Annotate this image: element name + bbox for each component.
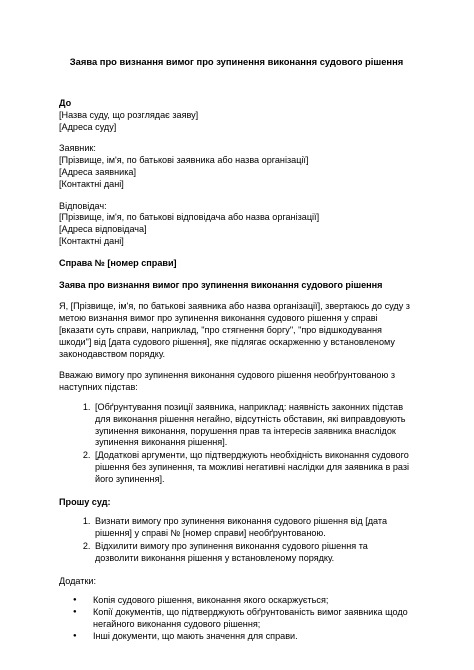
- application-subtitle: Заява про визнання вимог про зупинення виконання судового рішення: [59, 279, 383, 290]
- respondent-block: [59, 201, 414, 248]
- respondent-contacts: [Контактні дані]: [59, 235, 124, 246]
- grounds-item: 2. [Додаткові аргументи, що підтверджують необхідність виконання судового рішення без зупинення, та можливі негативні наслідки для заявника в разі його зупинення].: [93, 450, 414, 485]
- request-item: 1. Визнати вимогу про зупинення виконання судового рішення від [дата рішення] у справі № [номер справи] необґрунтованою.: [93, 516, 414, 540]
- document-title: Заява про визнання вимог про зупинення виконання судового рішення: [69, 56, 404, 67]
- respondent-label: Відповідач:: [59, 200, 107, 211]
- court-name: [Назва суду, що розглядає заяву]: [59, 109, 199, 120]
- applicant-name: [Прізвище, ім'я, по батькові заявника або назва організації]: [59, 155, 309, 166]
- attachment-item: ● Копія судового рішення, виконання якого оскаржується;: [93, 595, 414, 607]
- addressee-label: До: [59, 98, 72, 108]
- case-number: Справа № [номер справи]: [59, 257, 177, 268]
- request-item: 2. Відхилити вимогу про зупинення виконання судового рішення та дозволити виконання рішення у встановленому порядку.: [93, 541, 414, 565]
- request-label: Прошу суд:: [59, 496, 111, 507]
- court-address: [Адреса суду]: [59, 121, 117, 132]
- addressee-block: [59, 98, 414, 133]
- grounds-intro: Вважаю вимогу про зупинення виконання судового рішення необґрунтованою з наступних підстав:: [59, 370, 396, 393]
- applicant-label: Заявник:: [59, 143, 96, 154]
- requests-list: [59, 516, 414, 564]
- attachments-label: Додатки:: [59, 575, 97, 586]
- respondent-name: [Прізвище, ім'я, по батькові відповідача або назва організації]: [59, 212, 320, 223]
- respondent-address: [Адреса відповідача]: [59, 224, 147, 235]
- applicant-block: [59, 143, 414, 190]
- intro-paragraph: Я, [Прізвище, ім'я, по батькові заявника або назва організації], звертаюсь до суду з метою визнання вимог про зупинення виконання судового рішення у справі [вказати суть справи, наприклад, "про стягнення боргу", "про відшкодування шкоди"] від [дата судового рішення], яке підлягає оскарженню у встановленому законодавством порядку.: [59, 301, 410, 359]
- applicant-contacts: [Контактні дані]: [59, 178, 124, 189]
- grounds-item: 1. [Обґрунтування позиції заявника, наприклад: наявність законних підстав для виконання рішення негайно, відсутність обставин, які виправдовують зупинення виконання, порушення прав та інтересів заявника внаслідок зупинення виконання рішення].: [93, 402, 414, 449]
- attachments-list: [59, 595, 414, 642]
- attachment-item: ● Інші документи, що мають значення для справи.: [93, 631, 414, 643]
- applicant-address: [Адреса заявника]: [59, 166, 136, 177]
- grounds-list: [59, 402, 414, 486]
- attachment-item: ● Копії документів, що підтверджують обґрунтованість вимог заявника щодо негайного виконання судового рішення;: [93, 607, 414, 631]
